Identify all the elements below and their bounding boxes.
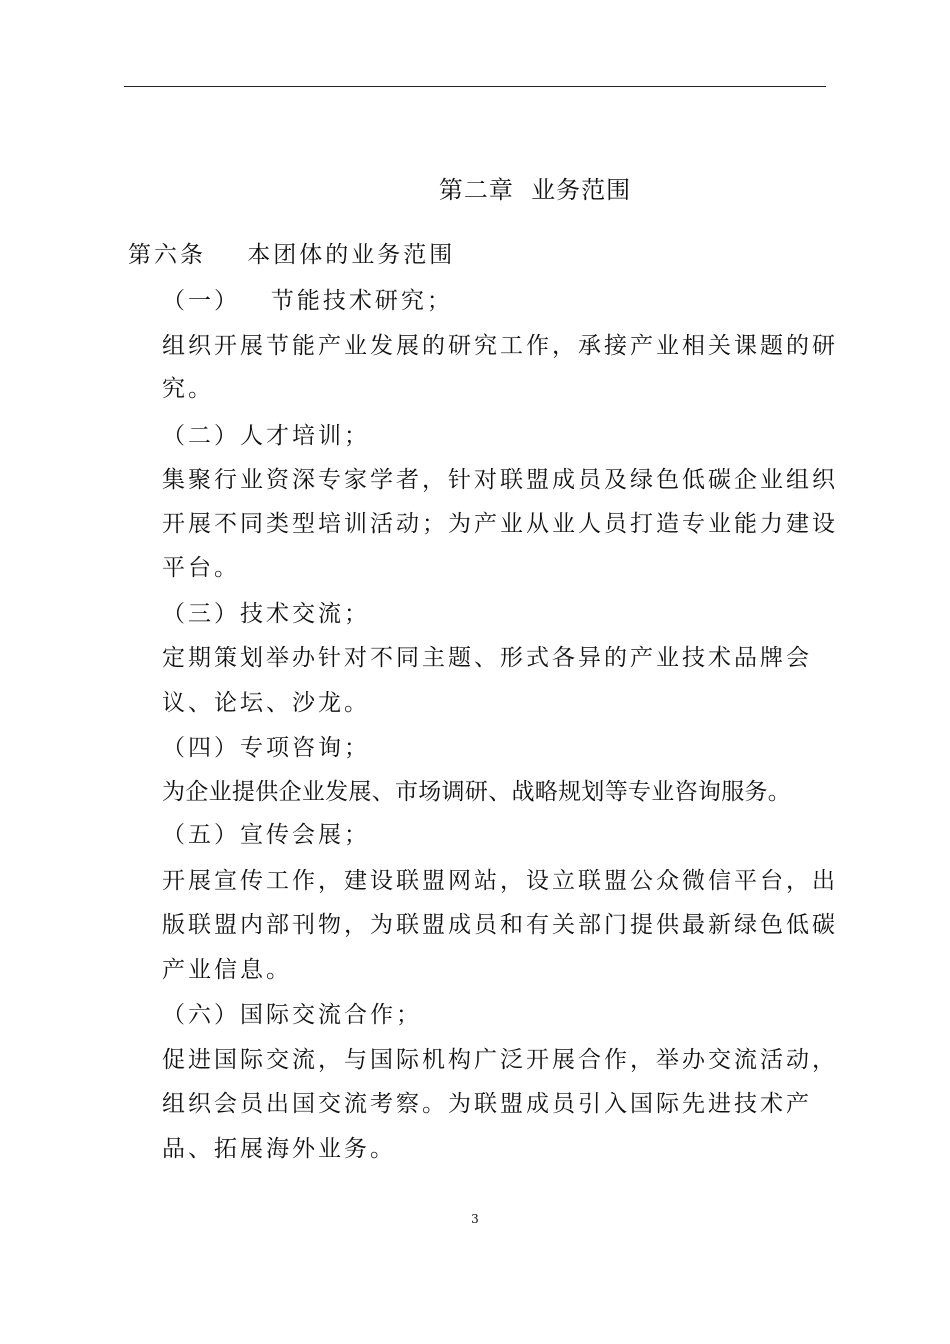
item-text-line: 促进国际交流，与国际机构广泛开展合作，举办交流活动， [162, 1047, 838, 1073]
item-text-line: 开展不同类型培训活动；为产业从业人员打造专业能力建设 [162, 511, 838, 537]
item-heading-publicity: （五）宣传会展； [162, 822, 370, 848]
item-heading-consulting: （四）专项咨询； [162, 735, 370, 761]
page-number: 3 [471, 1212, 479, 1226]
item-text-line: 开展宣传工作，建设联盟网站，设立联盟公众微信平台，出 [162, 868, 838, 894]
item-text-line: 集聚行业资深专家学者，针对联盟成员及绿色低碳企业组织 [162, 467, 838, 493]
item-text-line: 定期策划举办针对不同主题、形式各异的产业技术品牌会 [162, 645, 812, 671]
item-text-line: 组织会员出国交流考察。为联盟成员引入国际先进技术产 [162, 1091, 812, 1117]
item-text-line: 组织开展节能产业发展的研究工作，承接产业相关课题的研 [162, 333, 838, 359]
article-heading: 第六条 本团体的业务范围 [128, 242, 456, 268]
item-heading-international: （六）国际交流合作； [162, 1002, 422, 1028]
item-text-line: 究。 [162, 376, 214, 402]
item-heading-training: （二）人才培训； [162, 423, 370, 449]
chapter-title: 第二章 业务范围 [438, 176, 632, 204]
item-heading-research: （一） 节能技术研究； [162, 288, 453, 314]
item-text-line: 为企业提供企业发展、市场调研、战略规划等专业咨询服务。 [162, 779, 792, 805]
item-text-line: 版联盟内部刊物，为联盟成员和有关部门提供最新绿色低碳 [162, 912, 838, 938]
item-text-line: 产业信息。 [162, 957, 292, 983]
item-heading-exchange: （三）技术交流； [162, 601, 370, 627]
item-text-line: 品、拓展海外业务。 [162, 1136, 396, 1162]
header-rule [124, 86, 826, 87]
item-text-line: 议、论坛、沙龙。 [162, 690, 370, 716]
item-text-line: 平台。 [162, 555, 240, 581]
